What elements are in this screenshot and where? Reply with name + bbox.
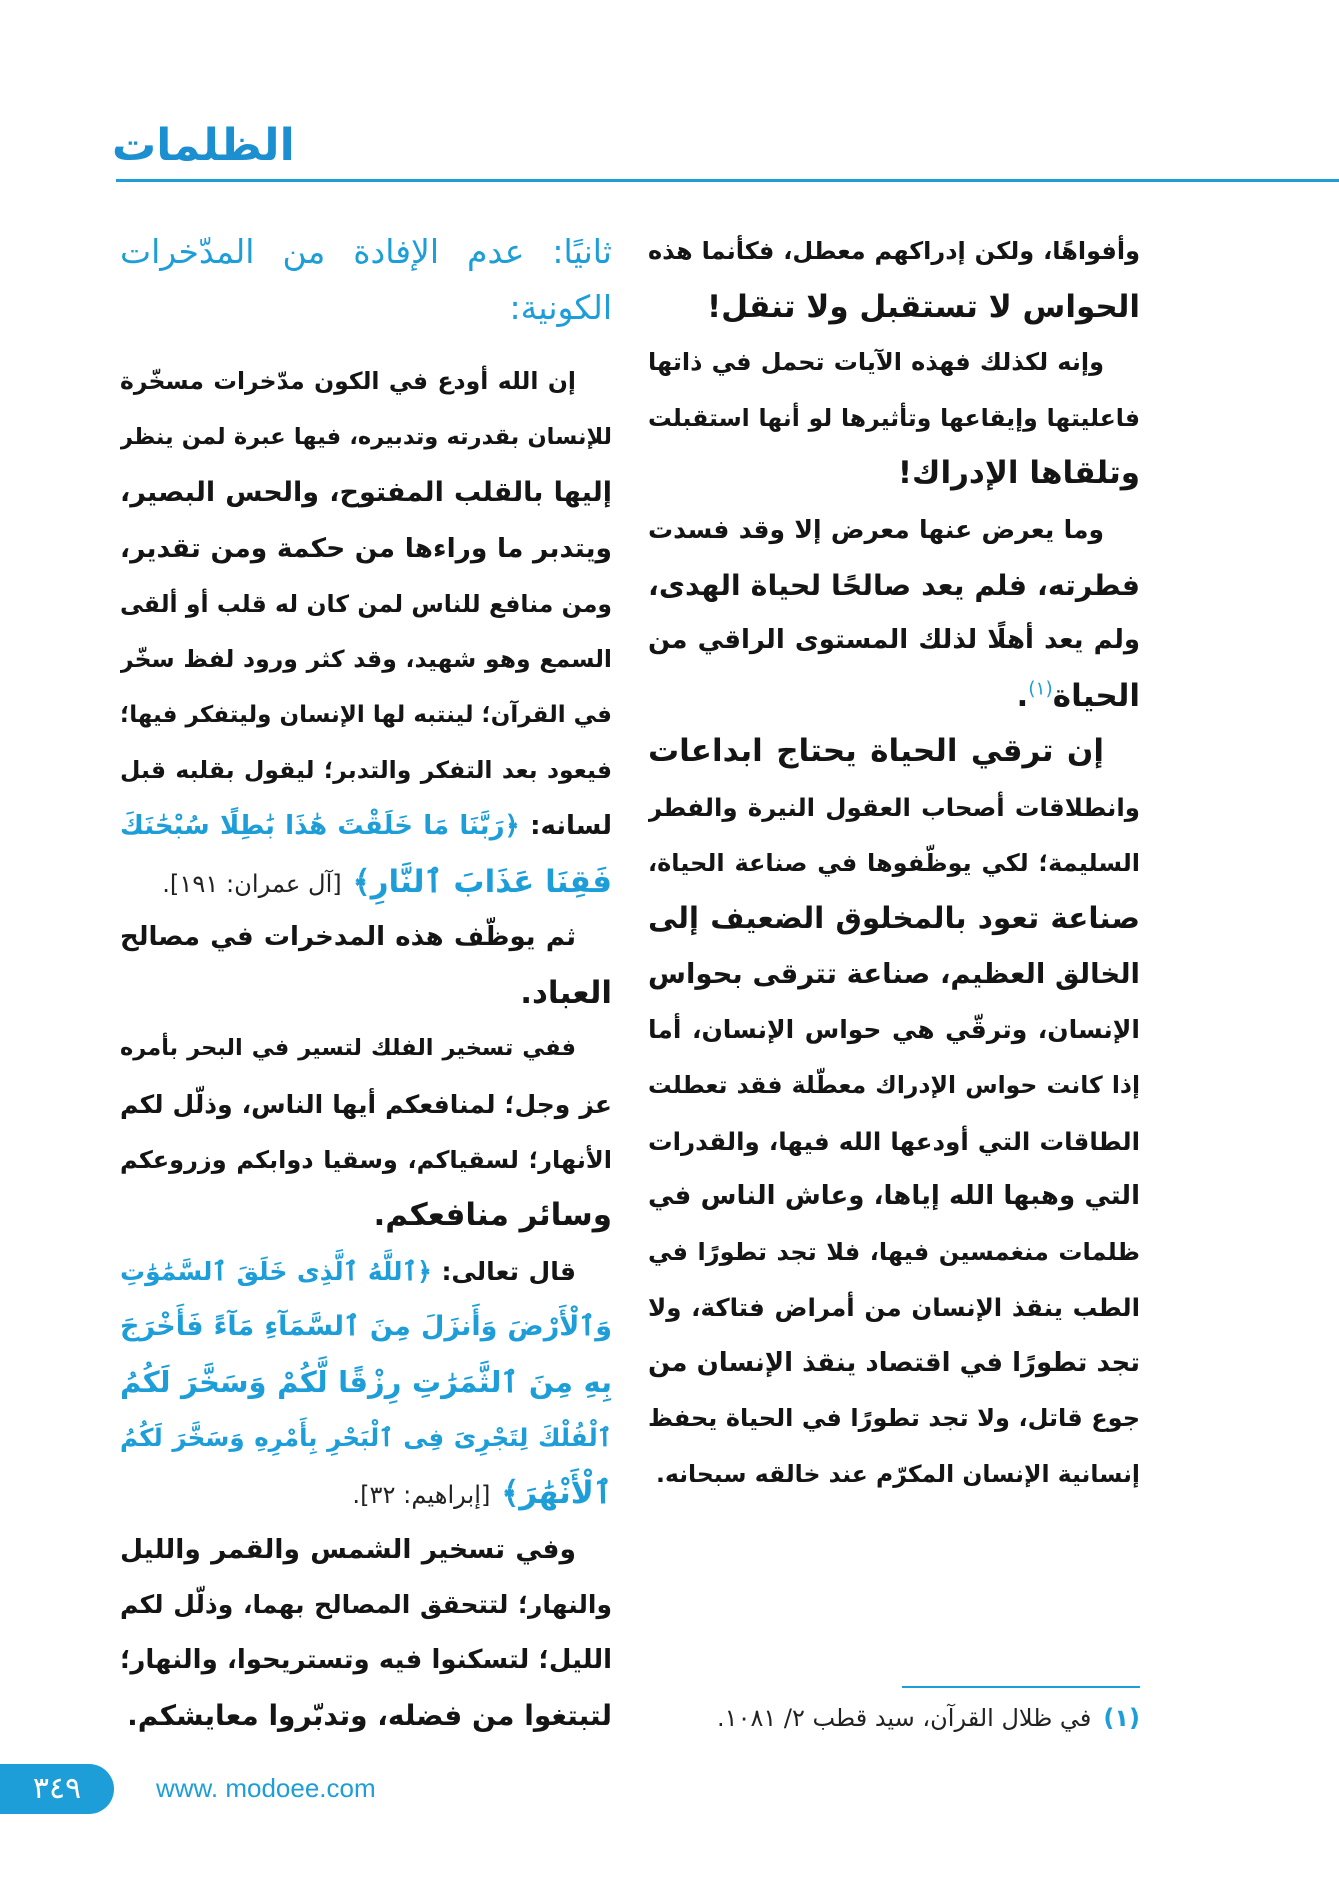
text-line: الطب ينقذ الإنسان من أمراض فتاكة، ولا [648, 1293, 1140, 1323]
text-line: والنهار؛ لتتحقق المصالح بهما، وذلّل لكم [120, 1590, 612, 1620]
text-line: الطاقات التي أودعها الله فيها، والقدرات [648, 1126, 1140, 1156]
text-line: وانطلاقات أصحاب العقول النيرة والفطر [648, 792, 1140, 822]
text-line: فطرته، فلم يعد صالحًا لحياة الهدى، [648, 568, 1140, 602]
text-line: عز وجل؛ لمنافعكم أيها الناس، وذلّل لكم [120, 1089, 612, 1119]
quran-verse: ﴿ٱللَّهُ ٱلَّذِى خَلَقَ ٱلسَّمَٰوَٰتِ [120, 1256, 432, 1286]
line-text: . [1016, 677, 1029, 714]
text-line: ففي تسخير الفلك لتسير في البحر بأمره [120, 1035, 576, 1062]
text-line: ولم يعد أهلًا لذلك المستوى الراقي من [648, 625, 1140, 656]
footnote-separator [902, 1686, 1140, 1688]
text-line: ثم يوظّف هذه المدخرات في مصالح [120, 922, 576, 953]
text-line: وسائر منافعكم. [373, 1197, 612, 1234]
text-line: وأفواهًا، ولكن إدراكهم معطل، فكأنما هذه [648, 237, 1140, 265]
text-line [120, 1410, 612, 1466]
verse-citation: [إبراهيم: ٣٢]. [352, 1481, 491, 1510]
page-number-badge [0, 1764, 114, 1814]
quran-verse: فَقِنَا عَذَابَ ٱلنَّارِ﴾ [352, 863, 612, 900]
text-line: تجد تطورًا في اقتصاد ينقذ الإنسان من [648, 1347, 1140, 1378]
text-line: وتلقاها الإدراك! [897, 455, 1140, 492]
text-line: الليل؛ لتسكنوا فيه وتستريحوا، والنهار؛ [120, 1644, 612, 1675]
text-line: الحواس لا تستقبل ولا تنقل! [707, 288, 1140, 325]
text-line: السليمة؛ لكي يوظّفوها في صناعة الحياة، [648, 848, 1140, 877]
heading-line: الكونية: [509, 287, 612, 327]
text-line: إن الله أودع في الكون مدّخرات مسخّرة [120, 367, 576, 396]
text-line: ظلمات منغمسين فيها، فلا تجد تطورًا في [648, 1237, 1140, 1266]
line-text: لسانه: [530, 810, 612, 841]
quran-verse: ﴿رَبَّنَا مَا خَلَقْتَ هَٰذَا بَٰطِلًا سُبْحَٰنَكَ [120, 810, 520, 841]
text-line: فيعود بعد التفكر والتدبر؛ ليقول بقلبه قبل [120, 756, 612, 785]
text-line: ويتدبر ما وراءها من حكمة ومن تقدير، [120, 532, 612, 564]
text-line [120, 855, 612, 911]
section-heading [120, 224, 612, 335]
heading-line: ثانيًا: عدم الإفادة من المدّخرات [120, 232, 612, 271]
text-line: وإنه لكذلك فهذه الآيات تحمل في ذاتها [648, 348, 1104, 377]
text-line [120, 1355, 612, 1411]
quran-verse: ٱلْأَنْهَٰرَ﴾ [501, 1475, 612, 1512]
footnote-text: في ظلال القرآن، سيد قطب ٢/ ١٠٨١. [717, 1704, 1092, 1732]
text-line: الإنسان، وترقّي هي حواس الإنسان، أما [648, 1015, 1140, 1045]
text-line: السمع وهو شهيد، وقد كثر ورود لفظ سخّر [120, 645, 612, 674]
verse-citation: [آل عمران: ١٩١]. [162, 869, 342, 898]
header-rule [116, 179, 1339, 182]
text-line: صناعة تعود بالمخلوق الضعيف إلى [648, 901, 1140, 936]
text-line: في القرآن؛ لينتبه لها الإنسان وليتفكر فيها؛ [120, 701, 612, 728]
text-line: إنسانية الإنسان المكرّم عند خالقه سبحانه. [656, 1460, 1140, 1489]
text-line: إليها بالقلب المفتوح، والحس البصير، [120, 477, 612, 509]
footnote-number: (١) [1103, 1704, 1140, 1732]
right-column [648, 224, 1140, 1503]
quran-verse: ٱلْفُلْكَ لِتَجْرِىَ فِى ٱلْبَحْرِ بِأَمْرِهِ وَسَخَّرَ لَكُمُ [120, 1423, 612, 1453]
left-column [120, 224, 612, 1744]
quran-verse: بِهِ مِنَ ٱلثَّمَرَٰتِ رِزْقًا لَّكُمْ وَسَخَّرَ لَكُمُ [120, 1364, 612, 1399]
quran-verse: وَٱلْأَرْضَ وَأَنزَلَ مِنَ ٱلسَّمَآءِ مَآءً فَأَخْرَجَ [120, 1311, 612, 1343]
text-line: إن ترقي الحياة يحتاج ابداعات [648, 733, 1104, 770]
text-line: الخالق العظيم، صناعة تترقى بحواس [648, 957, 1140, 990]
text-line [120, 799, 612, 855]
text-line [120, 1466, 612, 1522]
text-line: العباد. [520, 974, 612, 1011]
footnote [648, 1700, 1140, 1736]
text-line: لتبتغوا من فضله، وتدبّروا معايشكم. [127, 1699, 612, 1733]
text-line [648, 669, 1140, 725]
text-line: الأنهار؛ لسقياكم، وسقيا دوابكم وزروعكم [120, 1145, 612, 1174]
text-line: وفي تسخير الشمس والقمر والليل [120, 1533, 576, 1565]
website-url: www. modoee.com [156, 1773, 376, 1803]
line-text: قال تعالى: [441, 1256, 576, 1286]
text-line: فاعليتها وإيقاعها وتأثيرها لو أنها استقبلت [648, 403, 1140, 432]
text-line: إذا كانت حواس الإدراك معطّلة فقد تعطلت [648, 1070, 1140, 1099]
text-line: للإنسان بقدرته وتدبيره، فيها عبرة لمن ينظر [120, 423, 612, 450]
text-line [120, 1299, 612, 1355]
page-number: ٣٤٩ [32, 1771, 82, 1806]
section-body [120, 354, 612, 1744]
chapter-title: الظلمات [112, 120, 295, 171]
text-line [120, 1244, 612, 1300]
text-line: وما يعرض عنها معرض إلا وقد فسدت [648, 514, 1104, 544]
text-line: التي وهبها الله إياها، وعاش الناس في [648, 1181, 1140, 1212]
text-line: جوع قاتل، ولا تجد تطورًا في الحياة يحفظ [648, 1404, 1140, 1433]
line-text: الحياة [1052, 677, 1140, 714]
footnote-ref: (١) [1028, 678, 1053, 700]
text-line: ومن منافع للناس لمن كان له قلب أو ألقى [120, 589, 612, 618]
